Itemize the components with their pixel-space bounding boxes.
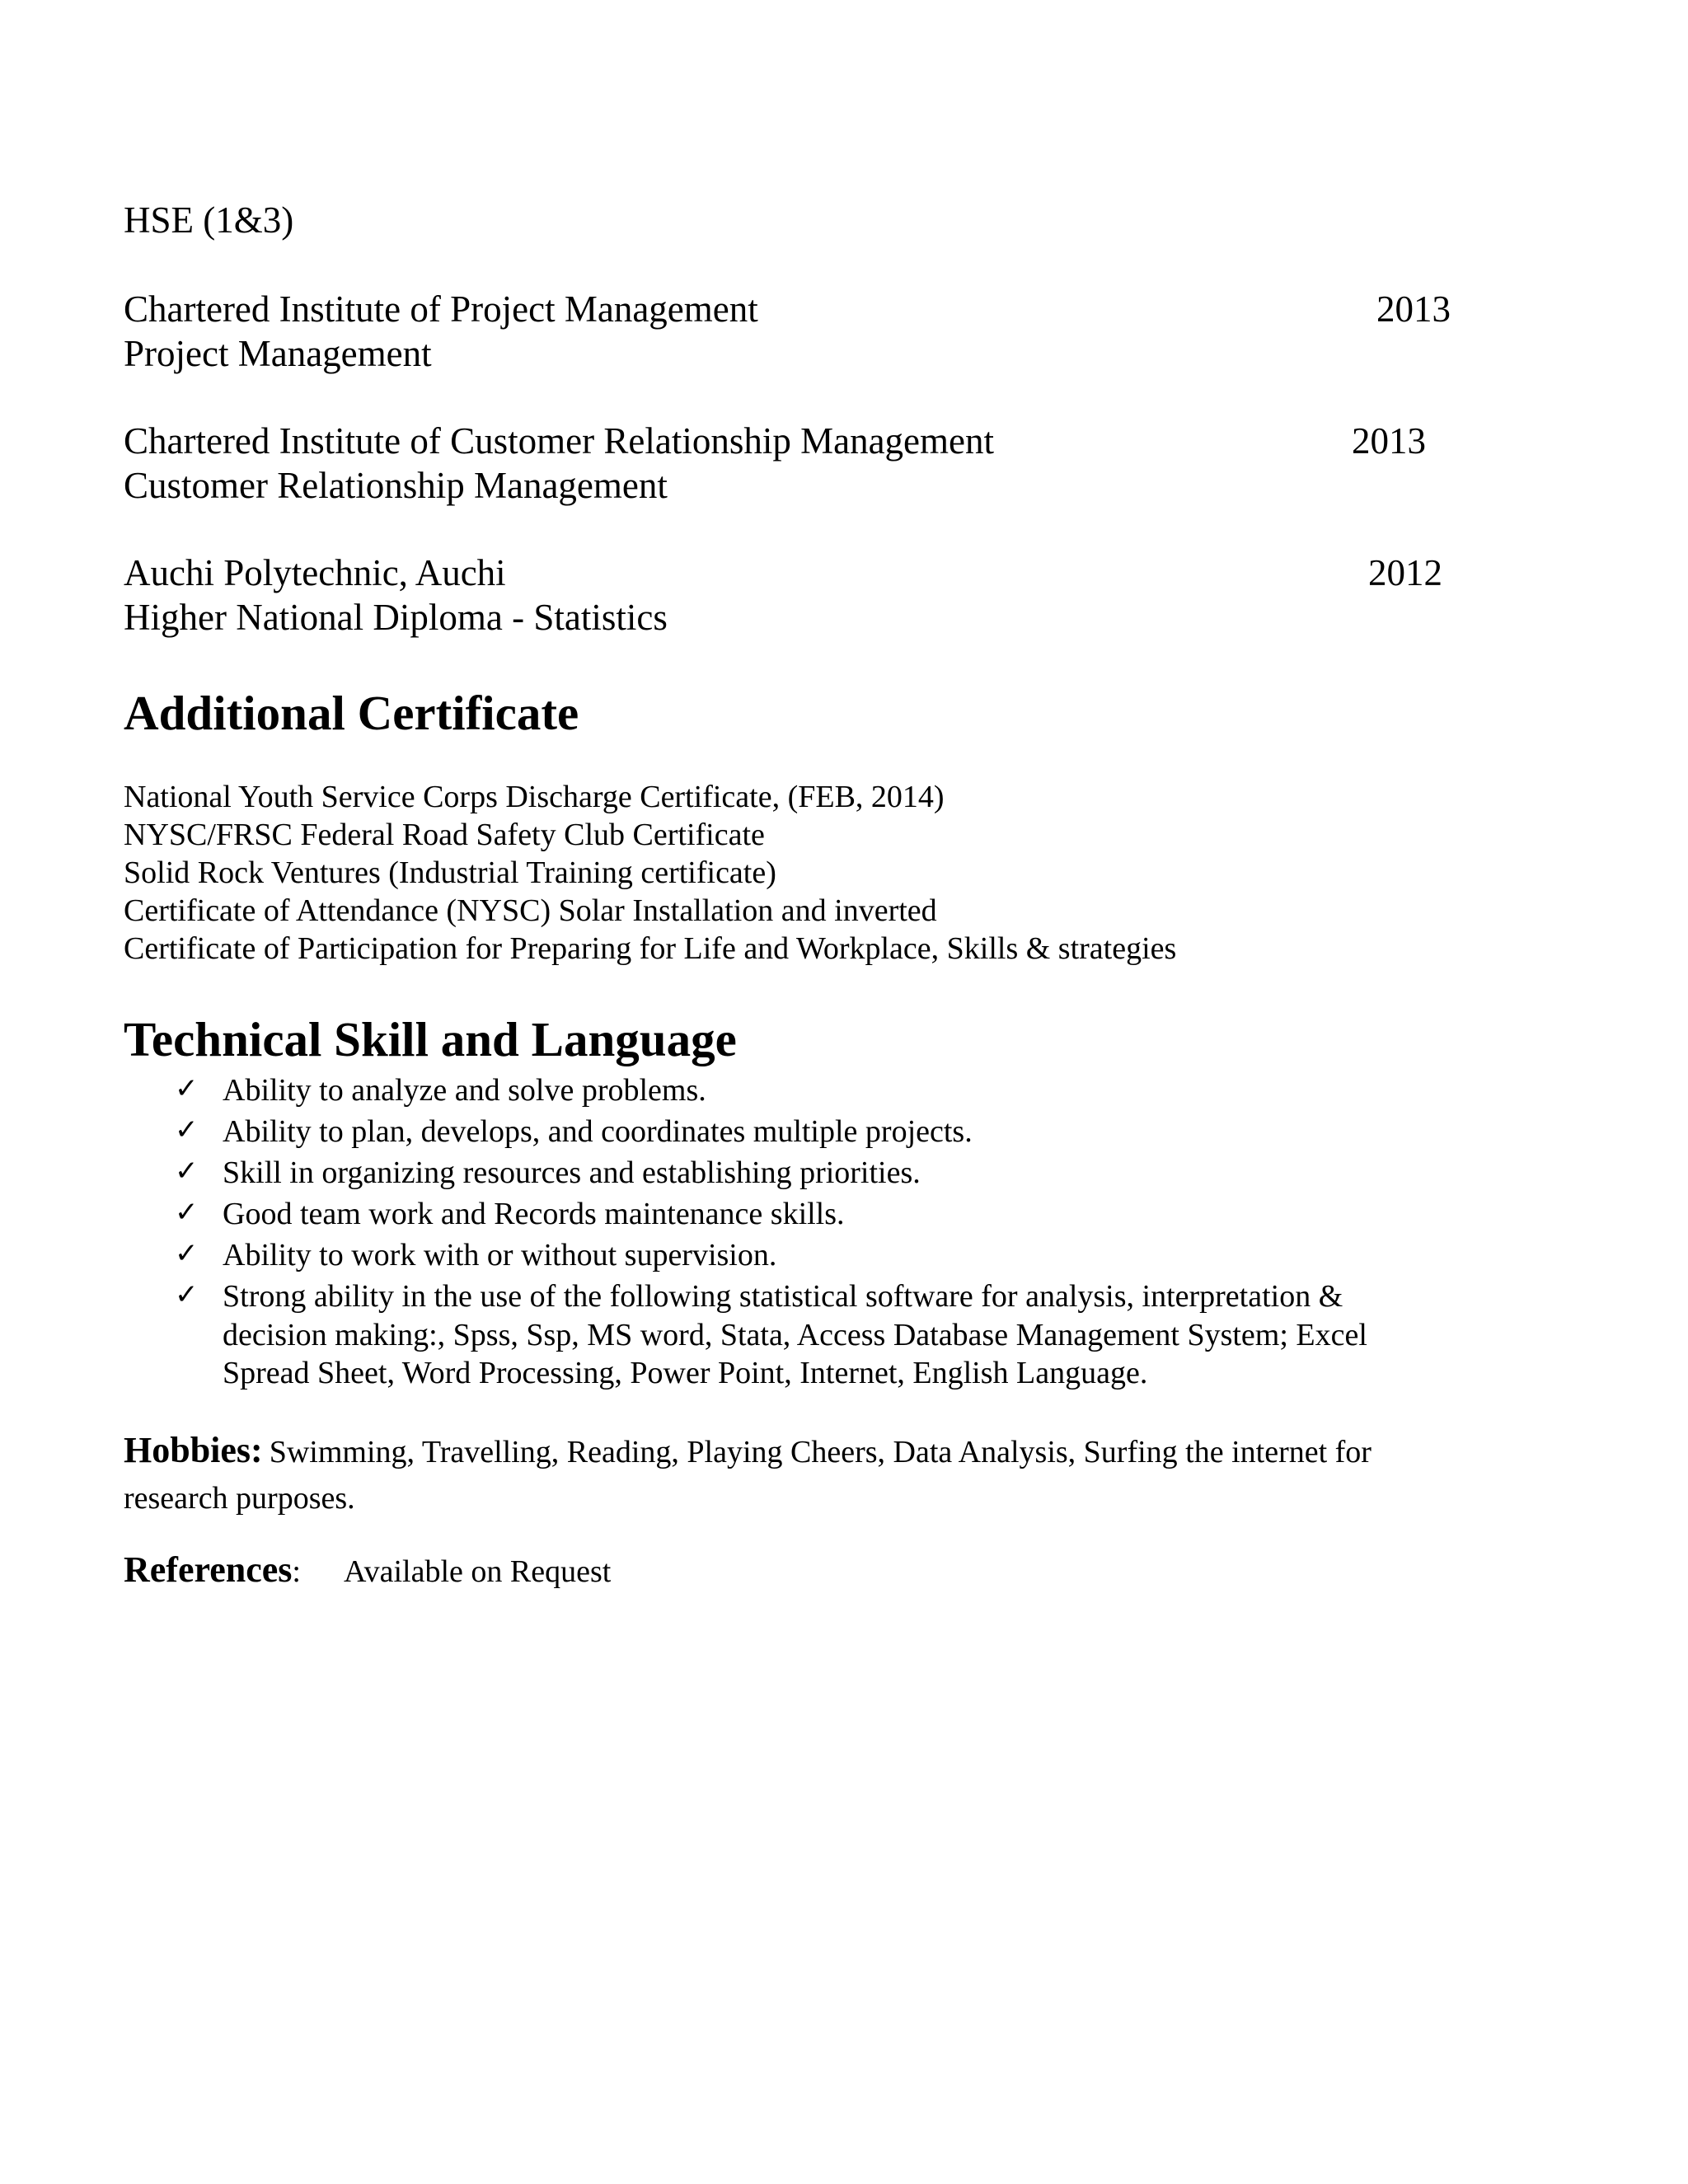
checkmark-icon: ✓ [175, 1113, 199, 1146]
hobbies-section [124, 1431, 1459, 1525]
education-year: 2013 [1376, 288, 1451, 330]
certificate-item: Solid Rock Ventures (Industrial Training certificate) [124, 855, 776, 890]
education-institution: Chartered Institute of Customer Relationship Management [124, 420, 995, 462]
checkmark-icon: ✓ [175, 1155, 199, 1188]
education-qualification: Project Management [124, 333, 432, 374]
education-institution: Chartered Institute of Project Management [124, 288, 758, 330]
references-colon: : [292, 1554, 301, 1589]
certificate-item: National Youth Service Corps Discharge Certificate, (FEB, 2014) [124, 780, 945, 814]
certificate-item: NYSC/FRSC Federal Road Safety Club Certificate [124, 818, 765, 852]
skill-item: Ability to work with or without supervision. [223, 1238, 777, 1272]
skill-item: Ability to plan, develops, and coordinates multiple projects. [223, 1114, 973, 1149]
education-institution: Auchi Polytechnic, Auchi [124, 552, 506, 593]
checkmark-icon: ✓ [175, 1278, 199, 1311]
certificate-item: Certificate of Attendance (NYSC) Solar Installation and inverted [124, 893, 937, 928]
checkmark-icon: ✓ [175, 1072, 199, 1105]
checkmark-icon: ✓ [175, 1237, 199, 1270]
skill-item: Strong ability in the use of the following statistical software for analysis, interpretation & decision making:, Spss, Ssp, MS word, Stata, Access Database Management System; Excel Spread Sheet, Word Processing, Power Point, Internet, English Language. [223, 1279, 1367, 1390]
education-year: 2012 [1368, 552, 1442, 593]
references-text: Available on Request [343, 1554, 612, 1589]
skill-item: Ability to analyze and solve problems. [223, 1073, 706, 1108]
additional-certificate-heading: Additional Certificate [124, 686, 579, 740]
checkmark-icon: ✓ [175, 1196, 199, 1229]
education-year: 2013 [1352, 420, 1426, 462]
education-qualification: Higher National Diploma - Statistics [124, 597, 668, 638]
skill-item: Good team work and Records maintenance skills. [223, 1197, 845, 1231]
hobbies-text: Swimming, Travelling, Reading, Playing Cheers, Data Analysis, Surfing the internet for research purposes. [124, 1435, 1372, 1516]
technical-skills-heading: Technical Skill and Language [124, 1012, 737, 1066]
skill-item: Skill in organizing resources and establishing priorities. [223, 1155, 921, 1190]
hobbies-label: Hobbies: [124, 1430, 263, 1470]
hse-line: HSE (1&3) [124, 199, 294, 241]
certificate-item: Certificate of Participation for Preparing for Life and Workplace, Skills & strategies [124, 931, 1177, 966]
education-qualification: Customer Relationship Management [124, 465, 668, 506]
references-section [124, 1548, 611, 1601]
references-label: References [124, 1549, 293, 1590]
